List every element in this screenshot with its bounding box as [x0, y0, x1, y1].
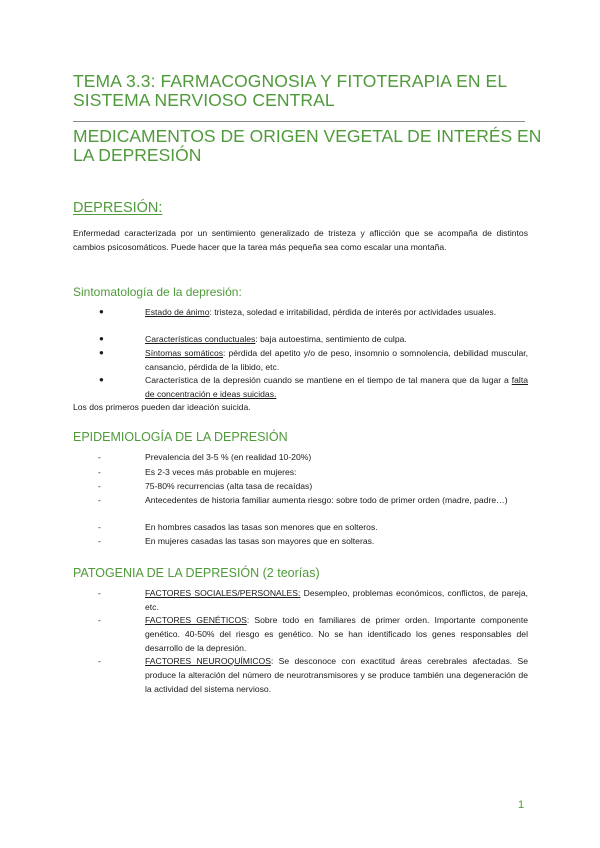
list-item: - En mujeres casadas las tasas son mayores que en solteras.: [98, 536, 375, 546]
list-item: - 75-80% recurrencias (alta tasa de recaídas): [98, 481, 313, 491]
list-item: ● Característica de la depresión cuando se mantiene en el tiempo de tal manera que da lugar a falta de concentración e ideas suicidas.: [99, 375, 528, 400]
list-item: - Antecedentes de historia familiar aumenta riesgo: sobre todo de primer orden (madre, padre…): [98, 495, 508, 505]
sintomatologia-heading: Sintomatología de la depresión:: [73, 285, 242, 299]
list-item: - En hombres casados las tasas son menores que en solteros.: [98, 522, 378, 532]
depresion-intro: Enfermedad caracterizada por un sentimiento generalizado de tristeza y aflicción que se acompaña de distintos cambios psicosomáticos. Puede hacer que la tarea más pequeña sea como escalar una montaña.: [73, 228, 528, 253]
list-item: ● Estado de ánimo: tristeza, soledad e irritabilidad, pérdida de interés por actividades usuales.: [117, 305, 528, 319]
bullet-dot-icon: ●: [99, 375, 104, 384]
bullet-dot-icon: ●: [99, 348, 104, 357]
patogenia-heading: PATOGENIA DE LA DEPRESIÓN (2 teorías): [73, 566, 320, 580]
page-number: 1: [518, 799, 525, 811]
document-subtitle: MEDICAMENTOS DE ORIGEN VEGETAL DE INTERÉS EN LA DEPRESIÓN: [73, 126, 542, 165]
list-item: ● Características conductuales: baja autoestima, sentimiento de culpa.: [117, 332, 528, 346]
title-divider: [73, 121, 525, 122]
document-title: TEMA 3.3: FARMACOGNOSIA Y FITOTERAPIA EN EL SISTEMA NERVIOSO CENTRAL: [73, 71, 507, 110]
epidemiologia-heading: EPIDEMIOLOGÍA DE LA DEPRESIÓN: [73, 430, 288, 444]
list-item: - FACTORES NEUROQUÍMICOS: Se desconoce con exactitud áreas cerebrales afectadas. Se produce la alteración del número de neurotransmisores y se produce también una degeneración de la actividad del sistema nervioso.: [98, 656, 529, 695]
list-item: - FACTORES SOCIALES/PERSONALES: Desempleo, problemas económicos, conflictos, de pareja, etc.: [98, 588, 528, 613]
bullet-dot-icon: ●: [99, 307, 104, 316]
list-item: - Prevalencia del 3-5 % (en realidad 10-20%): [98, 452, 312, 462]
list-item: - Es 2-3 veces más probable en mujeres:: [98, 467, 297, 477]
list-item: ● Síntomas somáticos: pérdida del apetito y/o de peso, insomnio o somnolencia, debilidad muscular, cansancio, pérdida de la libido, etc.: [99, 348, 529, 373]
bullet-dot-icon: ●: [99, 334, 104, 343]
sintomatologia-note: Los dos primeros pueden dar ideación suicida.: [73, 402, 251, 412]
depresion-heading: DEPRESIÓN:: [73, 200, 163, 216]
list-item: - FACTORES GENÉTICOS: Sobre todo en familiares de primer orden. Importante componente genético. 40-50% del riesgo es genético. No se han identificado los genes responsables del desarrollo de la depresión.: [98, 615, 528, 654]
